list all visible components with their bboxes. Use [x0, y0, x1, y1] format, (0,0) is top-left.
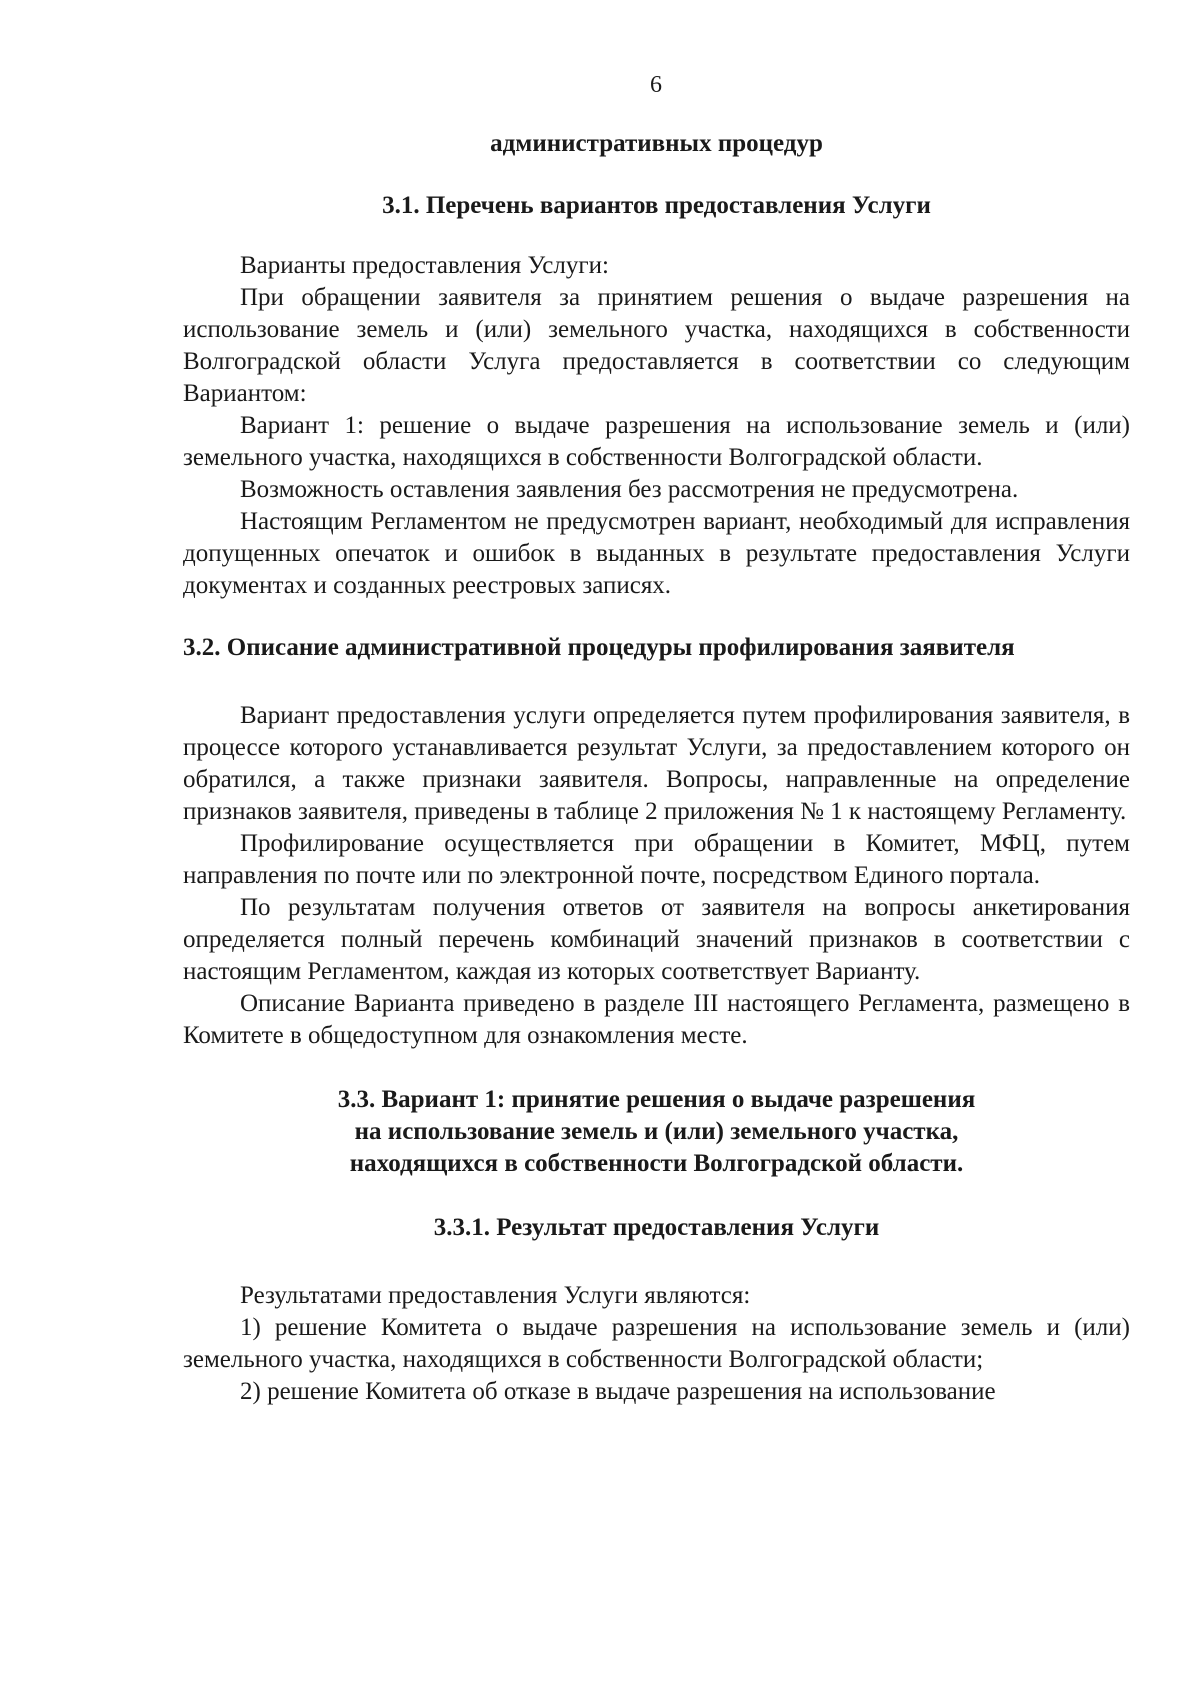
section-3-1-paragraph: Вариант 1: решение о выдаче разрешения на использование земель и (или) земельного участка, находящихся в собственности Волгоградской области. [183, 412, 1130, 471]
continued-heading: административных процедур [490, 130, 823, 157]
section-3-2-title: 3.2. Описание административной процедуры профилирования заявителя [183, 634, 1015, 661]
section-3-3-1-paragraph: 2) решение Комитета об отказе в выдаче разрешения на использование [240, 1378, 996, 1405]
section-3-1-paragraph: Варианты предоставления Услуги: [240, 252, 609, 279]
page-content [183, 128, 1130, 1408]
section-3-2-paragraph: Описание Варианта приведено в разделе III настоящего Регламента, размещено в Комитете в общедоступном для ознакомления месте. [183, 990, 1130, 1049]
section-3-2-paragraph: Вариант предоставления услуги определяется путем профилирования заявителя, в процессе которого устанавливается результат Услуги, за предоставлением которого он обратился, а также признаки заявителя. Вопросы, направленные на определение признаков заявителя, приведены в таблице 2 приложения № 1 к настоящему Регламенту. [183, 702, 1130, 825]
section-3-3-title-line: на использование земель и (или) земельного участка, [354, 1118, 959, 1145]
section-3-1-paragraph: При обращении заявителя за принятием решения о выдаче разрешения на использование земель и (или) земельного участка, находящихся в собственности Волгоградской области Услуга предоставляется в соответствии со следующим Вариантом: [183, 284, 1130, 407]
section-3-1-title: 3.1. Перечень вариантов предоставления Услуги [382, 192, 931, 219]
section-3-1-paragraph: Возможность оставления заявления без рассмотрения не предусмотрена. [240, 476, 1019, 503]
section-3-2-paragraph: По результатам получения ответов от заявителя на вопросы анкетирования определяется полный перечень комбинаций значений признаков в соответствии с настоящим Регламентом, каждая из которых соответствует Варианту. [183, 894, 1130, 985]
section-3-3-1-paragraph: Результатами предоставления Услуги являются: [240, 1282, 751, 1309]
section-3-2-paragraph: Профилирование осуществляется при обращении в Комитет, МФЦ, путем направления по почте или по электронной почте, посредством Единого портала. [183, 830, 1130, 889]
section-3-3-1-title: 3.3.1. Результат предоставления Услуги [433, 1214, 880, 1241]
section-3-3-title-line: 3.3. Вариант 1: принятие решения о выдаче разрешения [337, 1086, 976, 1113]
section-3-3-1-paragraph: 1) решение Комитета о выдаче разрешения на использование земель и (или) земельного участка, находящихся в собственности Волгоградской области; [183, 1314, 1130, 1373]
section-3-3-title-line: находящихся в собственности Волгоградской области. [349, 1150, 964, 1177]
page-number: 6 [650, 72, 662, 98]
section-3-1-paragraph: Настоящим Регламентом не предусмотрен вариант, необходимый для исправления допущенных опечаток и ошибок в выданных в результате предоставления Услуги документах и созданных реестровых записях. [183, 508, 1130, 599]
